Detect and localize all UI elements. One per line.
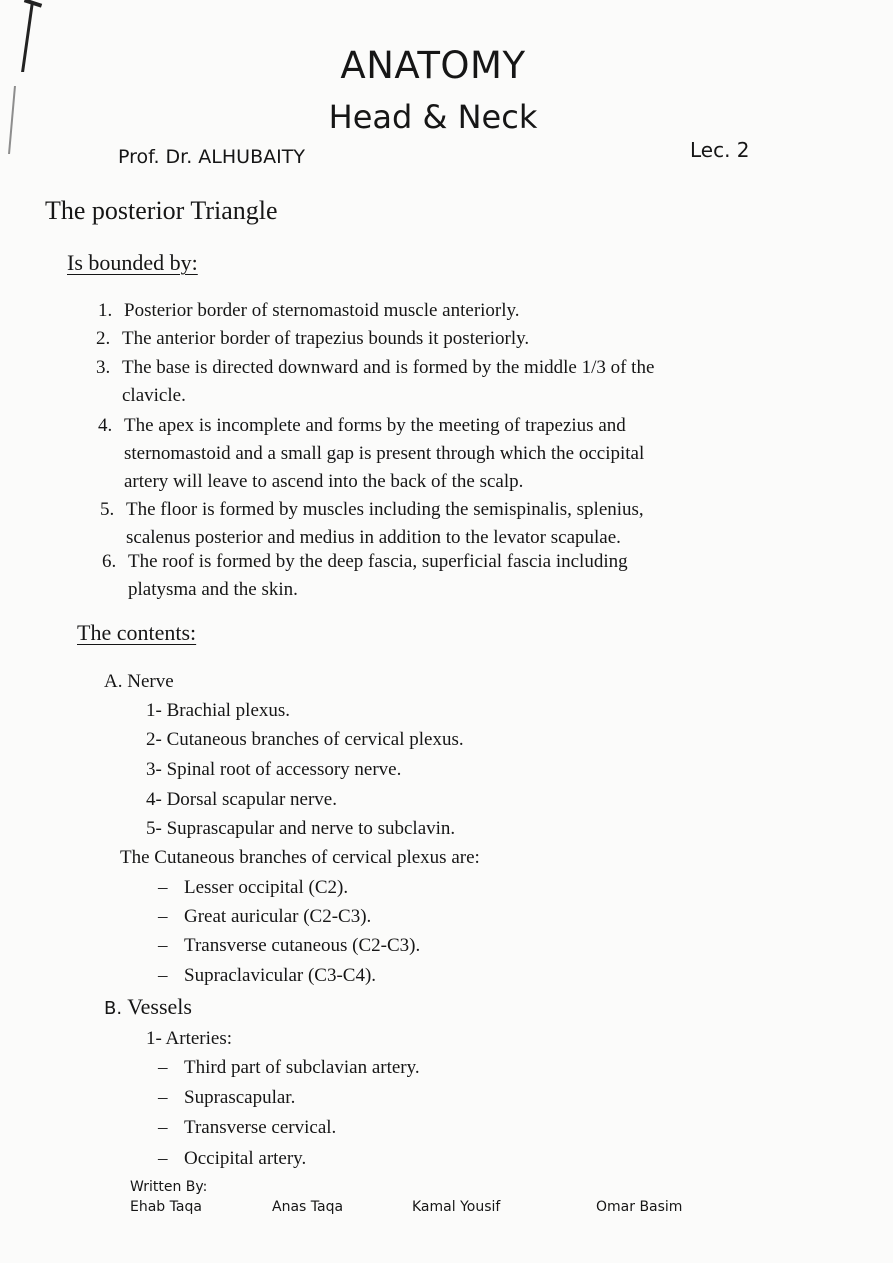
bounded-item-text: platysma and the skin. [128,579,298,600]
bounded-heading: Is bounded by: [67,250,198,275]
nerve-item: 2- Cutaneous branches of cervical plexus. [146,729,464,750]
page-title: ANATOMY [340,44,526,87]
bounded-item-2 [96,325,529,353]
dash-bullet: – [158,906,168,927]
nerve-item: 1- Brachial plexus. [146,700,291,721]
arteries-heading: 1- Arteries: [146,1028,233,1049]
artery-item [158,1114,336,1142]
dash-bullet: – [158,1117,168,1138]
cutaneous-item [158,962,376,990]
dash-bullet: – [158,935,168,956]
artery-item-text: Third part of subclavian artery. [184,1057,420,1078]
vessels-title: Vessels [127,994,192,1019]
vessels-letter: B. [104,998,123,1019]
cutaneous-item [158,874,348,902]
bounded-item-5 [100,496,644,552]
nerve-item: 4- Dorsal scapular nerve. [146,789,337,810]
artery-item [158,1054,420,1082]
bounded-item-6 [102,548,628,604]
author-name: Ehab Taqa [130,1199,202,1215]
bounded-item-4 [98,412,644,496]
artery-item [158,1084,295,1112]
bounded-item-text: clavicle. [122,385,186,406]
author-name: Anas Taqa [272,1199,344,1215]
bounded-item-number: 3. [96,357,111,378]
cutaneous-heading: The Cutaneous branches of cervical plexus are: [120,847,480,868]
bounded-item-number: 1. [98,300,113,321]
nerve-item: 5- Suprascapular and nerve to subclavin. [146,818,456,839]
artery-item-text: Occipital artery. [184,1148,307,1169]
bounded-item-text: The apex is incomplete and forms by the meeting of trapezius and [124,415,626,436]
bounded-item-3 [96,354,654,410]
cutaneous-item [158,903,371,931]
bounded-item-text: The roof is formed by the deep fascia, superficial fascia including [128,551,628,572]
page-subtitle: Head & Neck [328,98,538,136]
vessels-heading [104,994,192,1020]
cutaneous-item-text: Transverse cutaneous (C2-C3). [184,935,421,956]
bounded-item-number: 2. [96,328,111,349]
dash-bullet: – [158,1057,168,1078]
bounded-item-text: Posterior border of sternomastoid muscle anteriorly. [124,300,520,321]
artery-item-text: Transverse cervical. [184,1117,337,1138]
nerve-heading: A. Nerve [104,671,174,692]
bounded-item-number: 5. [100,499,115,520]
bounded-item-number: 6. [102,551,117,572]
author-name: Omar Basim [596,1199,683,1215]
bounded-item-text: sternomastoid and a small gap is present through which the occipital [124,443,645,464]
written-by-label: Written By: [130,1179,208,1195]
bounded-item-number: 4. [98,415,113,436]
cutaneous-item-text: Lesser occipital (C2). [184,877,349,898]
lecture-number: Lec. 2 [690,138,750,162]
dash-bullet: – [158,877,168,898]
cutaneous-item-text: Supraclavicular (C3-C4). [184,965,377,986]
cutaneous-item-text: Great auricular (C2-C3). [184,906,372,927]
section-title: The posterior Triangle [45,196,278,225]
bounded-item-text: The anterior border of trapezius bounds it posteriorly. [122,328,530,349]
dash-bullet: – [158,1087,168,1108]
nerve-item: 3- Spinal root of accessory nerve. [146,759,402,780]
bounded-item-text: The floor is formed by muscles including the semispinalis, splenius, [126,499,644,520]
artery-item [158,1145,306,1173]
artery-item-text: Suprascapular. [184,1087,296,1108]
professor-name: Prof. Dr. ALHUBAITY [118,146,305,168]
bounded-item-1 [98,297,520,325]
bounded-item-text: scalenus posterior and medius in addition to the levator scapulae. [126,527,621,548]
bounded-item-text: The base is directed downward and is formed by the middle 1/3 of the [122,357,655,378]
contents-heading: The contents: [77,620,197,645]
dash-bullet: – [158,1148,168,1169]
cutaneous-item [158,932,420,960]
dash-bullet: – [158,965,168,986]
author-name: Kamal Yousif [412,1199,501,1215]
bounded-item-text: artery will leave to ascend into the back of the scalp. [124,471,524,492]
